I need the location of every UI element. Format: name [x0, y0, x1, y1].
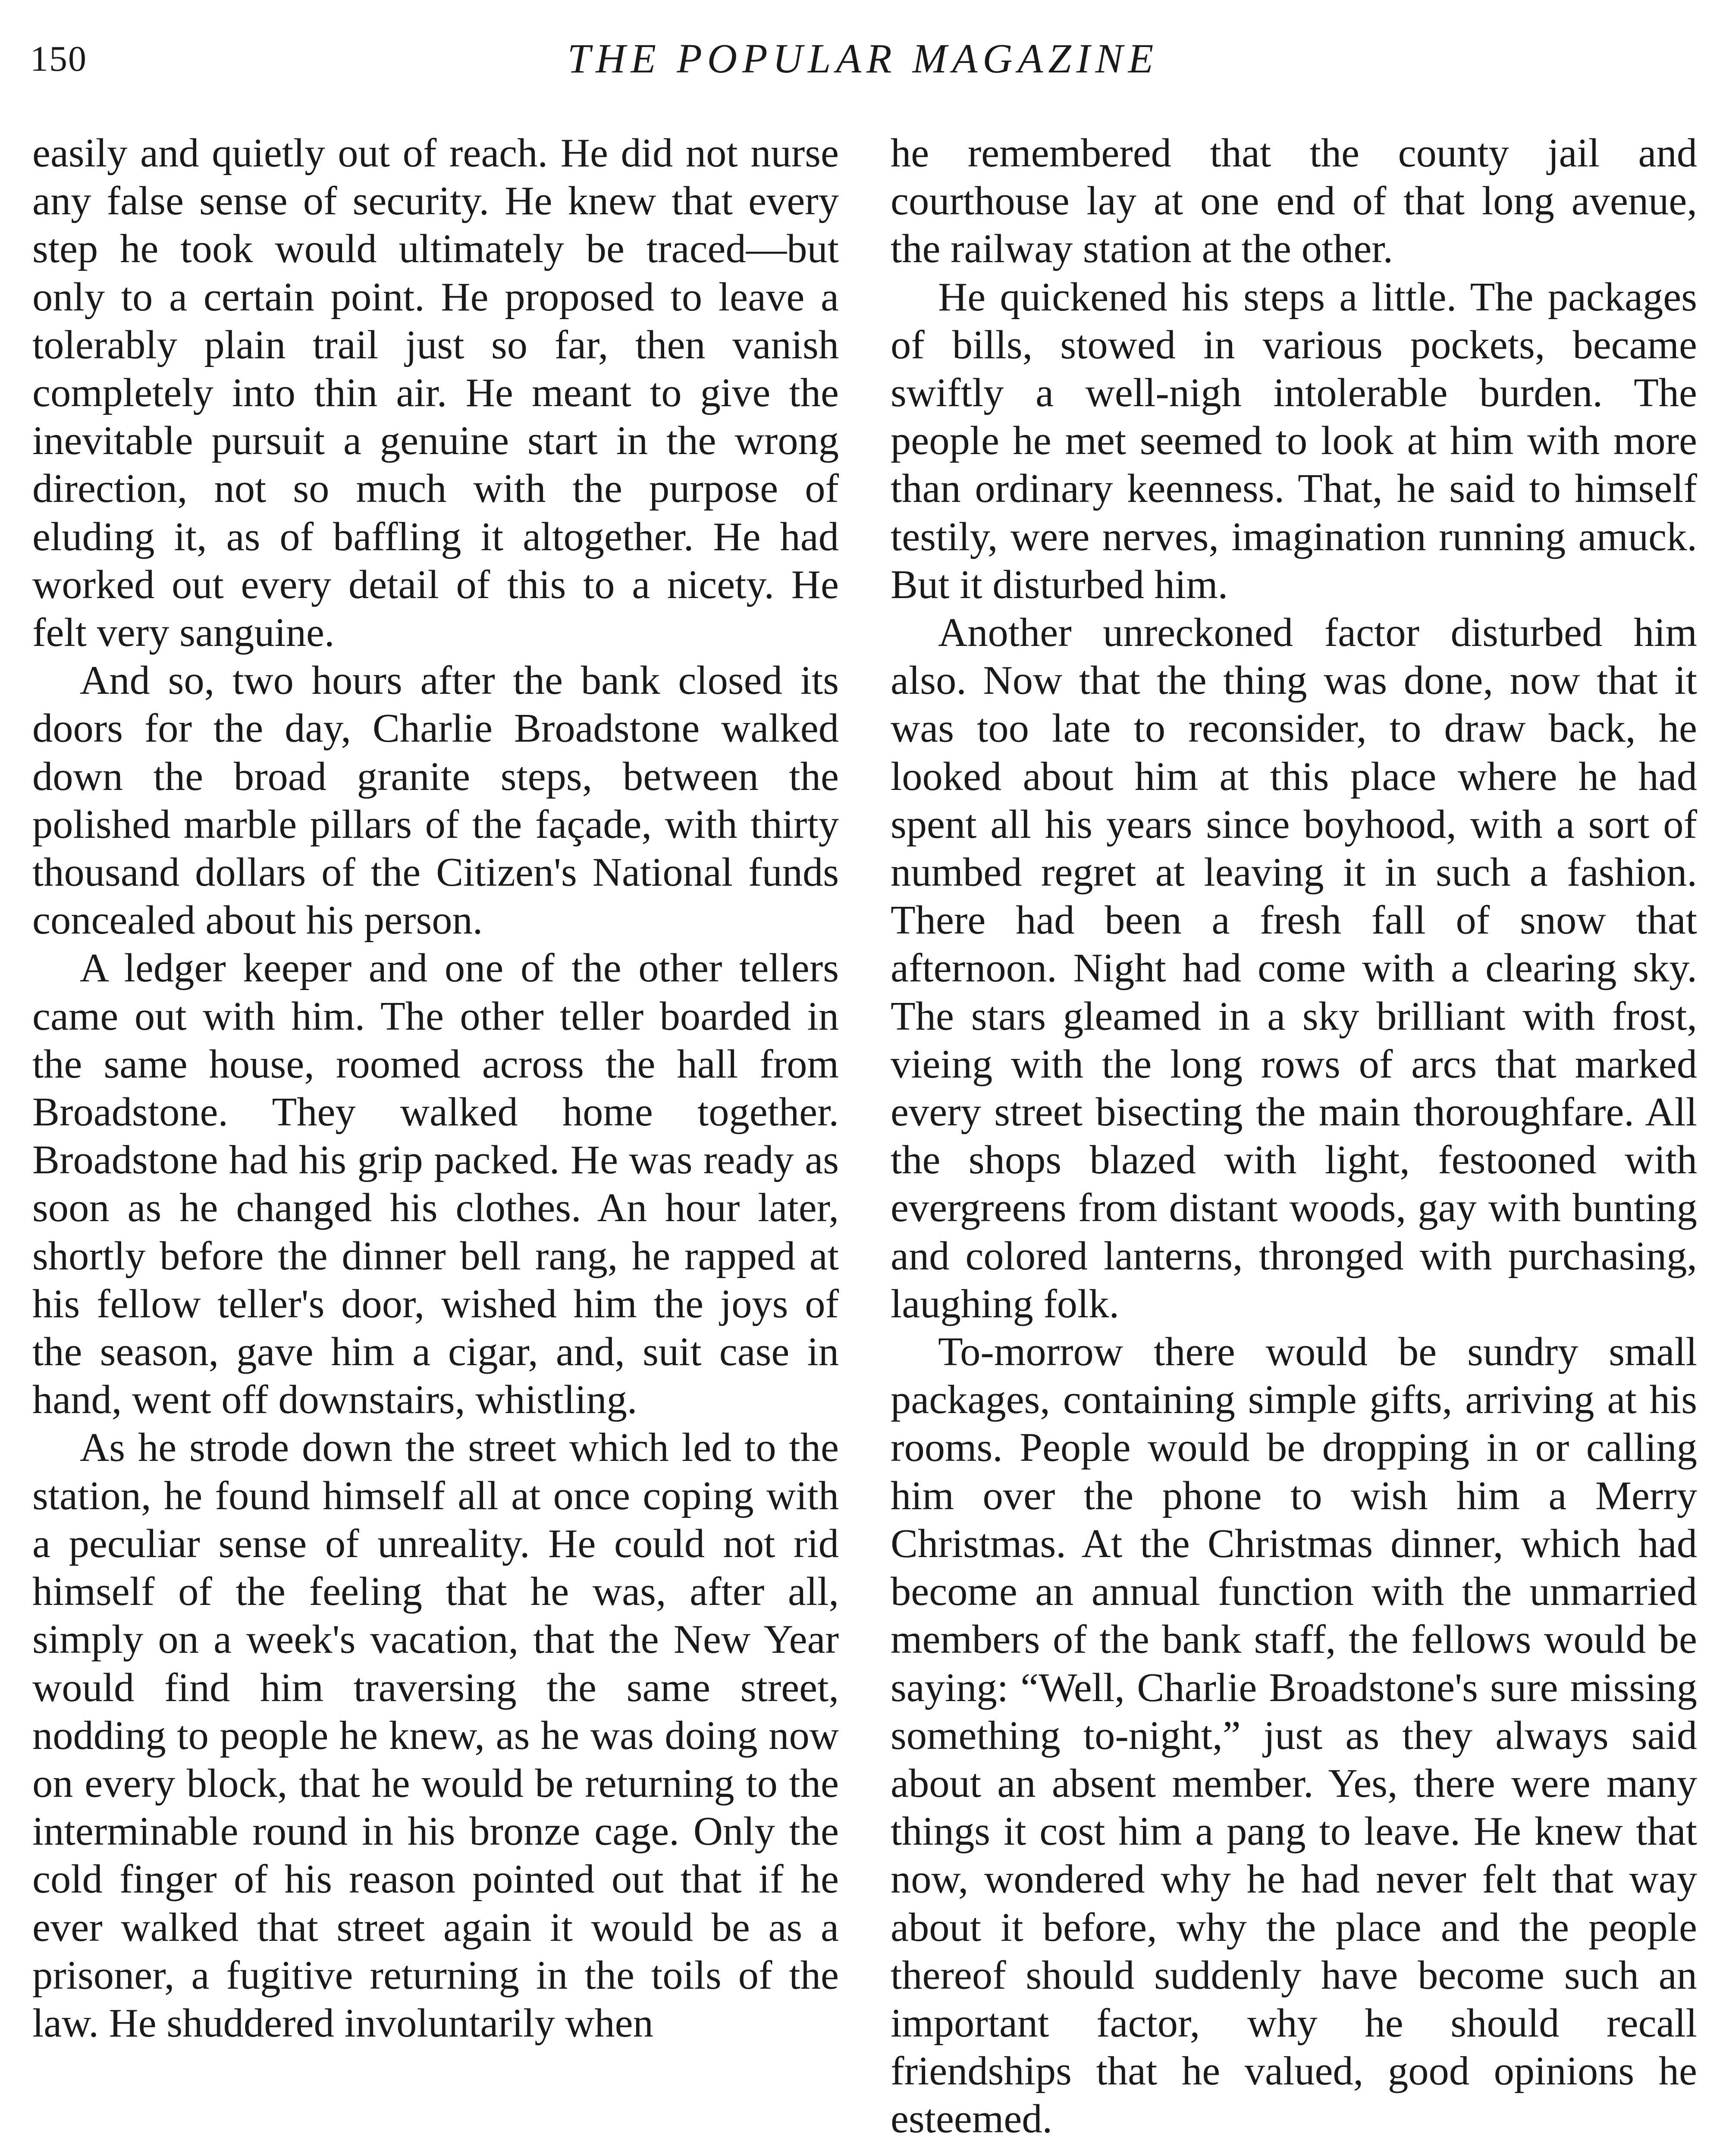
right-column	[891, 129, 1697, 2143]
paragraph: To-morrow there would be sundry small packages, containing simple gifts, arriving at his rooms. People would be dropping in or calling him over the phone to wish him a Merry Christmas. At the Christmas dinner, which had become an annual function with the unmarried members of the bank staff, the fellows would be saying: “Well, Charlie Broadstone's sure missing something to-night,” just as they always said about an absent member. Yes, there were many things it cost him a pang to leave. He knew that now, wondered why he had never felt that way about it before, why the place and the people thereof should suddenly have become such an important factor, why he should recall friendships that he valued, good opinions he esteemed.	[891, 1329, 1697, 2142]
page-number: 150	[30, 39, 87, 79]
paragraph: Another unreckoned factor disturbed him also. Now that the thing was done, now that it was too late to reconsider, to draw back, he looked about him at this place where he had spent all his years since boyhood, with a sort of numbed regret at leaving it in such a fashion. There had been a fresh fall of snow that afternoon. Night had come with a clearing sky. The stars gleamed in a sky brilliant with frost, vieing with the long rows of arcs that marked every street bisecting the main thoroughfare. All the shops blazed with light, festooned with evergreens from distant woods, gay with bunting and colored lanterns, thronged with purchasing, laughing folk.	[891, 610, 1697, 1326]
page-header	[30, 34, 1696, 86]
left-column	[32, 129, 839, 2047]
paragraph: And so, two hours after the bank closed its doors for the day, Charlie Broadstone walked down the broad granite steps, between the polished marble pillars of the façade, with thirty thousand dollars of the Citizen's National funds concealed about his person.	[32, 658, 839, 943]
running-head-title: THE POPULAR MAGAZINE	[567, 35, 1159, 81]
paragraph: As he strode down the street which led to the station, he found himself all at once coping with a peculiar sense of unreality. He could not rid himself of the feeling that he was, after all, simply on a week's vacation, that the New Year would find him traversing the same street, nodding to people he knew, as he was doing now on every block, that he would be returning to the interminable round in his bronze cage. Only the cold finger of his reason pointed out that if he ever walked that street again it would be as a prisoner, a fugitive returning in the toils of the law. He shuddered involuntarily when	[32, 1425, 839, 2046]
paragraph: He quickened his steps a little. The packages of bills, stowed in various pockets, became swiftly a well-nigh intolerable burden. The people he met seemed to look at him with more than ordinary keenness. That, he said to himself testily, were nerves, imagination running amuck. But it disturbed him.	[891, 274, 1697, 607]
paragraph: he remembered that the county jail and courthouse lay at one end of that long avenue, the railway station at the other.	[891, 131, 1697, 272]
paragraph: easily and quietly out of reach. He did not nurse any false sense of security. He knew that every step he took would ultimately be traced—but only to a certain point. He proposed to leave a tolerably plain trail just so far, then vanish completely into thin air. He meant to give the inevitable pursuit a genuine start in the wrong direction, not so much with the purpose of eluding it, as of baffling it altogether. He had worked out every detail of this to a nicety. He felt very sanguine.	[32, 131, 839, 655]
paragraph: A ledger keeper and one of the other tellers came out with him. The other teller boarded in the same house, roomed across the hall from Broadstone. They walked home together. Broadstone had his grip packed. He was ready as soon as he changed his clothes. An hour later, shortly before the dinner bell rang, he rapped at his fellow teller's door, wished him the joys of the season, gave him a cigar, and, suit case in hand, went off downstairs, whistling.	[32, 946, 839, 1423]
